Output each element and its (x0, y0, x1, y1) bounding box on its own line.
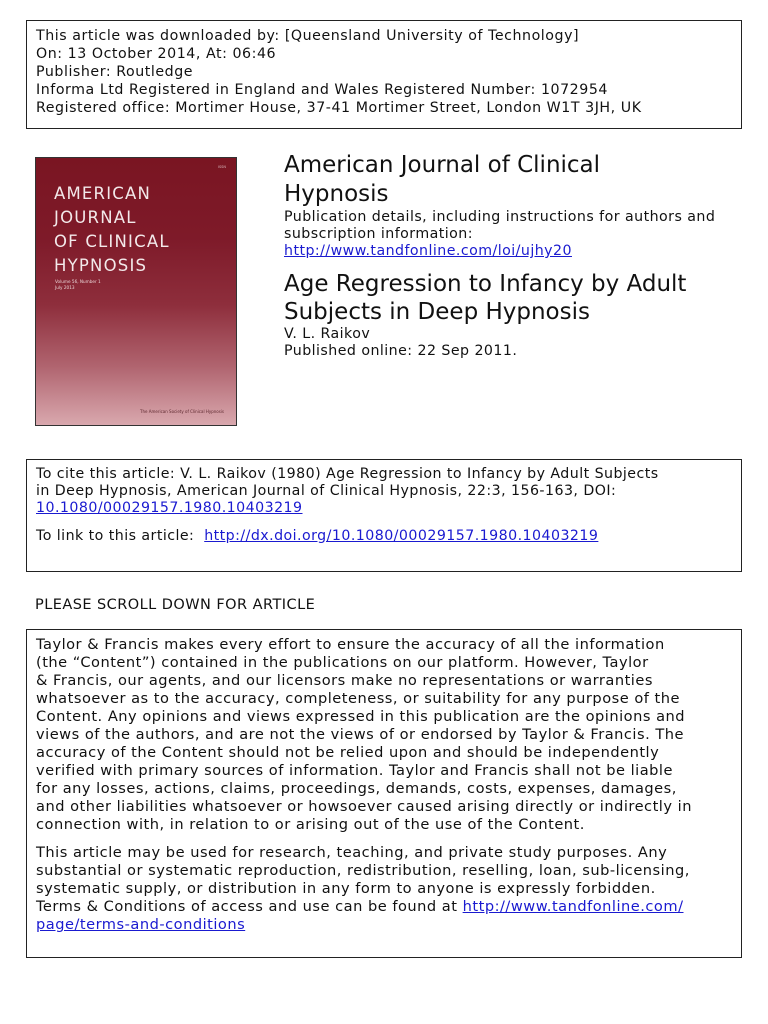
article-link-line (36, 528, 732, 545)
cover-title: AMERICAN JOURNAL OF CLINICAL HYPNOSIS (54, 184, 170, 275)
terms-link-part2[interactable]: page/terms-and-conditions (36, 916, 246, 933)
link-label: To link to this article: (36, 528, 195, 544)
journal-title: American Journal of Clinical Hypnosis (284, 152, 601, 207)
cover-society: The American Society of Clinical Hypnosis (140, 409, 224, 414)
download-line: Registered office: Mortimer House, 37-41 Mortimer Street, London W1T 3JH, UK (36, 100, 642, 116)
cover-corner-mark: ISSN (217, 165, 226, 169)
disclaimer-box (26, 629, 742, 958)
article-title: Age Regression to Infancy by Adult Subjects in Deep Hypnosis (284, 271, 687, 325)
citation-line: in Deep Hypnosis, American Journal of Clinical Hypnosis, 22:3, 156-163, DOI: (36, 483, 617, 499)
article-author: V. L. Raikov (284, 326, 371, 342)
published-date: Published online: 22 Sep 2011. (284, 343, 518, 359)
download-line: This article was downloaded by: [Queensland University of Technology] (36, 28, 580, 44)
citation-line: To cite this article: V. L. Raikov (1980) Age Regression to Infancy by Adult Subjects (36, 466, 659, 482)
download-line: Informa Ltd Registered in England and Wales Registered Number: 1072954 (36, 82, 608, 98)
cover-issue: Volume 56, Number 1 July 2013 (55, 279, 101, 290)
terms-link-part1[interactable]: http://www.tandfonline.com/ (462, 898, 684, 915)
download-notice-box (26, 20, 742, 129)
journal-info (284, 151, 724, 360)
journal-cover-image (35, 157, 237, 426)
publication-details: Publication details, including instructions for authors and subscription information: http://www.tandfonline.com/loi/ujhy20 (284, 209, 716, 259)
journal-url-link[interactable]: http://www.tandfonline.com/loi/ujhy20 (284, 243, 572, 259)
doi-link[interactable]: 10.1080/00029157.1980.10403219 (36, 500, 303, 516)
download-line: On: 13 October 2014, At: 06:46 (36, 46, 277, 62)
citation-box (26, 459, 742, 572)
scroll-notice: PLEASE SCROLL DOWN FOR ARTICLE (35, 597, 316, 613)
download-line: Publisher: Routledge (36, 64, 194, 80)
disclaimer-paragraph-1: Taylor & Francis makes every effort to ensure the accuracy of all the information (the “Content”) contained in the publications on our platform. However, Taylor & Francis, our agents, and our licensors make no representations or warranties whatsoever as to the accuracy, completeness, or suitability for any purpose of the Content. Any opinions and views expressed in this publication are the opinions and views of the authors, and are not the views of or endorsed by Taylor & Francis. The accuracy of the Content should not be relied upon and should be independently verified with primary sources of information. Taylor and Francis shall not be liable for any losses, actions, claims, proceedings, demands, costs, expenses, damages, and other liabilities whatsoever or howsoever caused arising directly or indirectly in connection with, in relation to or arising out of the use of the Content. (36, 636, 692, 833)
article-doi-url-link[interactable]: http://dx.doi.org/10.1080/00029157.1980.10403219 (204, 528, 599, 544)
disclaimer-paragraph-2: This article may be used for research, teaching, and private study purposes. Any substantial or systematic reproduction, redistribution, reselling, loan, sub-licensing, systematic supply, or distribution in any form to anyone is expressly forbidden. Terms & Conditions of access and use can be found at http://www.tandfonline.com/ page/terms-and-conditions (36, 844, 690, 933)
